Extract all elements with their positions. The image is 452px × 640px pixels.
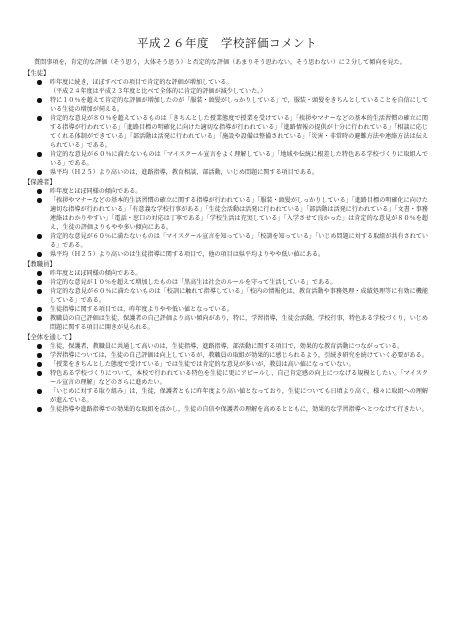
- item-text: 県平均（Ｈ２５）より高いのは生徒指導に関する項目で，他の項目は県平均よりやや低い値にある。: [50, 251, 325, 258]
- list-item: [24, 196, 430, 232]
- bullet-dot-icon: [37, 407, 42, 412]
- bullet-dot-icon: [37, 234, 42, 239]
- item-text: 生徒，保護者，教職員に共通して高いのは，生徒指導，進路指導，部活動に関する項目で，効果的な教育活動につながっている。: [50, 343, 404, 350]
- section-heading: 【教職員】: [24, 260, 56, 268]
- list-item: [24, 369, 430, 387]
- item-text: 昨年度とほぼ同様の傾向である。: [50, 188, 142, 195]
- item-text: 「挨拶やマナーなどの基本的生活習慣の確立に関する指導が行われている」「服装・頭髪がしっかりしている」「進路目標の明確化に向けた適切な指導が行われている」「有意義な学校行事がある」「生徒会活動は活発に行われている」「部活動は活発に行われている」「文書・事務連絡はわかりやすい」「電話・窓口の対応は丁寧である」「学校生活は充実している」「入学させて良かった」は肯定的な意見が８０％を超え，生徒の評価よりもやや多い傾向にある。: [50, 197, 428, 231]
- section: [24, 260, 430, 332]
- list-item: [24, 78, 430, 96]
- list-item: [24, 96, 430, 114]
- section-heading: 【全体を通して】: [24, 333, 76, 341]
- item-text: 「授業をきちんとした態度で受けている」では生徒では肯定的な意見が多いが，教員は高い値になっていない。: [50, 361, 355, 368]
- bullet-dot-icon: [37, 198, 42, 203]
- item-text: 肯定的な意見が１０％を超えて増加したものは「黒高生は社会のルールを守って生活している」である。: [50, 279, 337, 286]
- list-item: [24, 150, 430, 168]
- section: [24, 69, 430, 177]
- bullet-dot-icon: [37, 116, 42, 121]
- item-text: 特色ある学校づくりについて，本校で行われている特色を生徒に更にアピールし，自己肯定感の向上につなげる規模としたい。「マイスクール宣言の理解」などのさらに進めたい。: [50, 370, 428, 386]
- item-text: 県平均（Ｈ２５）より高いのは，進路指導，教育相談，部活動，いじめ問題に関する項目である。: [50, 169, 319, 176]
- list-item: [24, 342, 430, 351]
- bullet-dot-icon: [37, 98, 42, 103]
- bullet-dot-icon: [37, 353, 42, 358]
- item-text: 肯定的な意見が６０％に満たないものは「校訓に触れて指導している」「校内の情報化は，教育活動や事務処理・成績処理等に有効に機能している」である。: [50, 288, 428, 304]
- bullet-dot-icon: [37, 344, 42, 349]
- item-text: 昨年度に続き，ほぼすべての項目で肯定的な評価が増加している。: [50, 79, 233, 86]
- section-heading: 【生徒】: [24, 69, 50, 77]
- list-item: [24, 168, 430, 177]
- list-item: [24, 187, 430, 196]
- bullet-list: [24, 342, 430, 414]
- section-heading: 【保護者】: [24, 178, 56, 186]
- item-text: 昨年度とほぼ同様の傾向である。: [50, 270, 142, 277]
- list-item: [24, 387, 430, 405]
- list-item: [24, 305, 430, 314]
- item-text: 生徒指導に関する項目では，昨年度よりやや低い値となっている。: [50, 306, 233, 313]
- bullet-dot-icon: [37, 289, 42, 294]
- bullet-dot-icon: [37, 307, 42, 312]
- list-item: [24, 232, 430, 250]
- list-item: [24, 351, 430, 360]
- list-item: [24, 114, 430, 150]
- bullet-list: [24, 78, 430, 177]
- item-text: 特に１０％を超えて肯定的な評価が増加したのが「服装・頭髪がしっかりしている」で，服装・頭髪をきちんとしていることを自信にしている生徒の増加が伺える。: [50, 97, 428, 113]
- intro-paragraph: 質問事項を，肯定的な評価（そう思う，大体そう思う）と否定的な評価（あまりそう思わない，そう思わない）に２分して傾向を見た。: [34, 59, 406, 66]
- bullet-dot-icon: [37, 252, 42, 257]
- item-text: 学習指導については，生徒の自己評価は向上しているが，教職員の取組が効果的に感じられるよう，引続き研究を続けていく必要がある。: [50, 352, 428, 359]
- bullet-dot-icon: [37, 152, 42, 157]
- bullet-dot-icon: [37, 316, 42, 321]
- item-text: 肯定的な意見が６０％に満たないものは「マイスクール宣言をよく理解している」「地域や伝統に根差した特色ある学校づくりに取組んでいる」である。: [50, 151, 428, 167]
- list-item: [24, 287, 430, 305]
- list-item: [24, 269, 430, 278]
- bullet-list: [24, 187, 430, 259]
- list-item: [24, 405, 430, 414]
- item-text: 肯定的な意見が６０％に満たないものは「マイスクール宣言を知っている」「校訓を知っている」「いじめ問題に対する取組が共有されている」である。: [50, 233, 428, 249]
- list-item: [24, 314, 430, 332]
- bullet-list: [24, 269, 430, 332]
- list-item: [24, 360, 430, 369]
- item-text: 肯定的な意見が８０％を超えているものは「きちんとした授業態度で授業を受けている」「挨拶やマナーなどの基本的生活習慣の確立に関する指導が行われている」「進路目標の明確化に向けた適切な指導が行われている」「進路情報の提供が十分に行われている」「相談に応じてくれる体制ができている」「部活動は活発に行われている」「施設や設備は整備されている」「災害・非常時の避難方法や連絡方法は伝えられている」である。: [50, 115, 428, 149]
- item-note: （平成２４年度は平成２３年度と比べて全体的に肯定的評価が減少していた。）: [50, 88, 267, 95]
- section: [24, 333, 430, 414]
- sections-container: [24, 69, 430, 414]
- list-item: [24, 250, 430, 259]
- bullet-dot-icon: [37, 170, 42, 175]
- bullet-dot-icon: [37, 371, 42, 376]
- item-text: 「いじめに対する取り組み」は，生徒，保護者ともに昨年度より高い値となっており，生徒についても日頃より高く，様々に取組への理解が進んでいる。: [50, 388, 428, 404]
- item-text: 生徒指導や進路指導での効果的な取組を活かし，生徒の自信や保護者の理解を高めるとともに，効果的な学習指導へとつなげて行きたい。: [50, 406, 428, 413]
- bullet-dot-icon: [37, 389, 42, 394]
- bullet-dot-icon: [37, 271, 42, 276]
- document-title: 平成２６年度 学校評価コメント: [137, 36, 317, 50]
- bullet-dot-icon: [37, 362, 42, 367]
- section: [24, 178, 430, 259]
- list-item: [24, 278, 430, 287]
- bullet-dot-icon: [37, 189, 42, 194]
- bullet-dot-icon: [37, 80, 42, 85]
- bullet-dot-icon: [37, 280, 42, 285]
- item-text: 教職員の自己評価は生徒，保護者の自己評価より高い傾向があり，特に，学習指導，生徒会活動，学校行事，特色ある学校づくり，いじめ問題に関する項目に開きが見られる。: [50, 315, 428, 331]
